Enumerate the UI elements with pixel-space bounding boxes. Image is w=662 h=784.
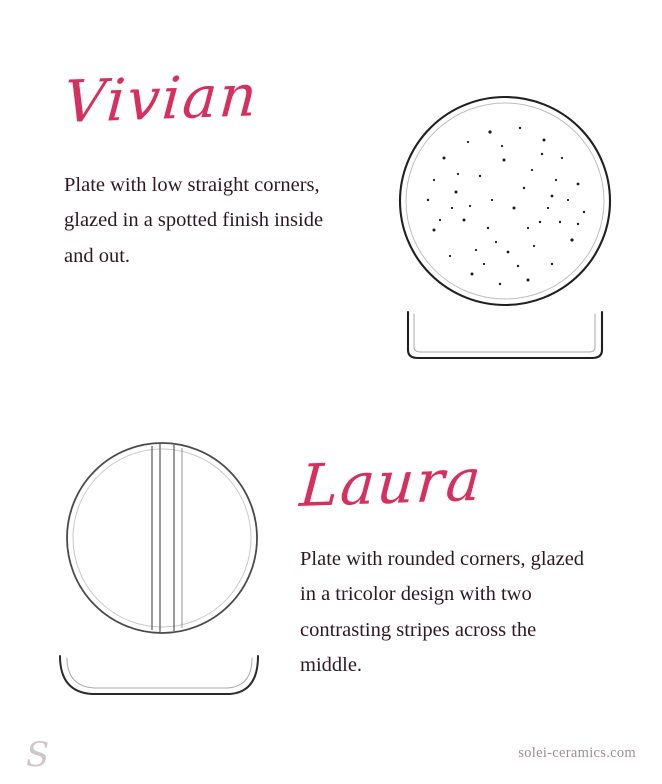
brand-logo: S xyxy=(26,735,50,775)
plate-illustration-laura xyxy=(52,430,292,715)
plate-spotted-straight-corners-drawing xyxy=(392,88,632,363)
product-name-laura: Laura xyxy=(297,445,486,521)
product-description-vivian: Plate with low straight corners, glazed in a spotted finish inside and out. xyxy=(64,174,324,267)
product-description-laura: Plate with rounded corners, glazed in a tricolor design with two contrasting stripes across the middle. xyxy=(300,548,585,676)
footer-website-url: solei-ceramics.com xyxy=(518,745,636,761)
plate-striped-rounded-corners-drawing xyxy=(52,430,292,715)
product-name-vivian: Vivian xyxy=(61,61,261,137)
plate-illustration-vivian xyxy=(392,88,632,363)
